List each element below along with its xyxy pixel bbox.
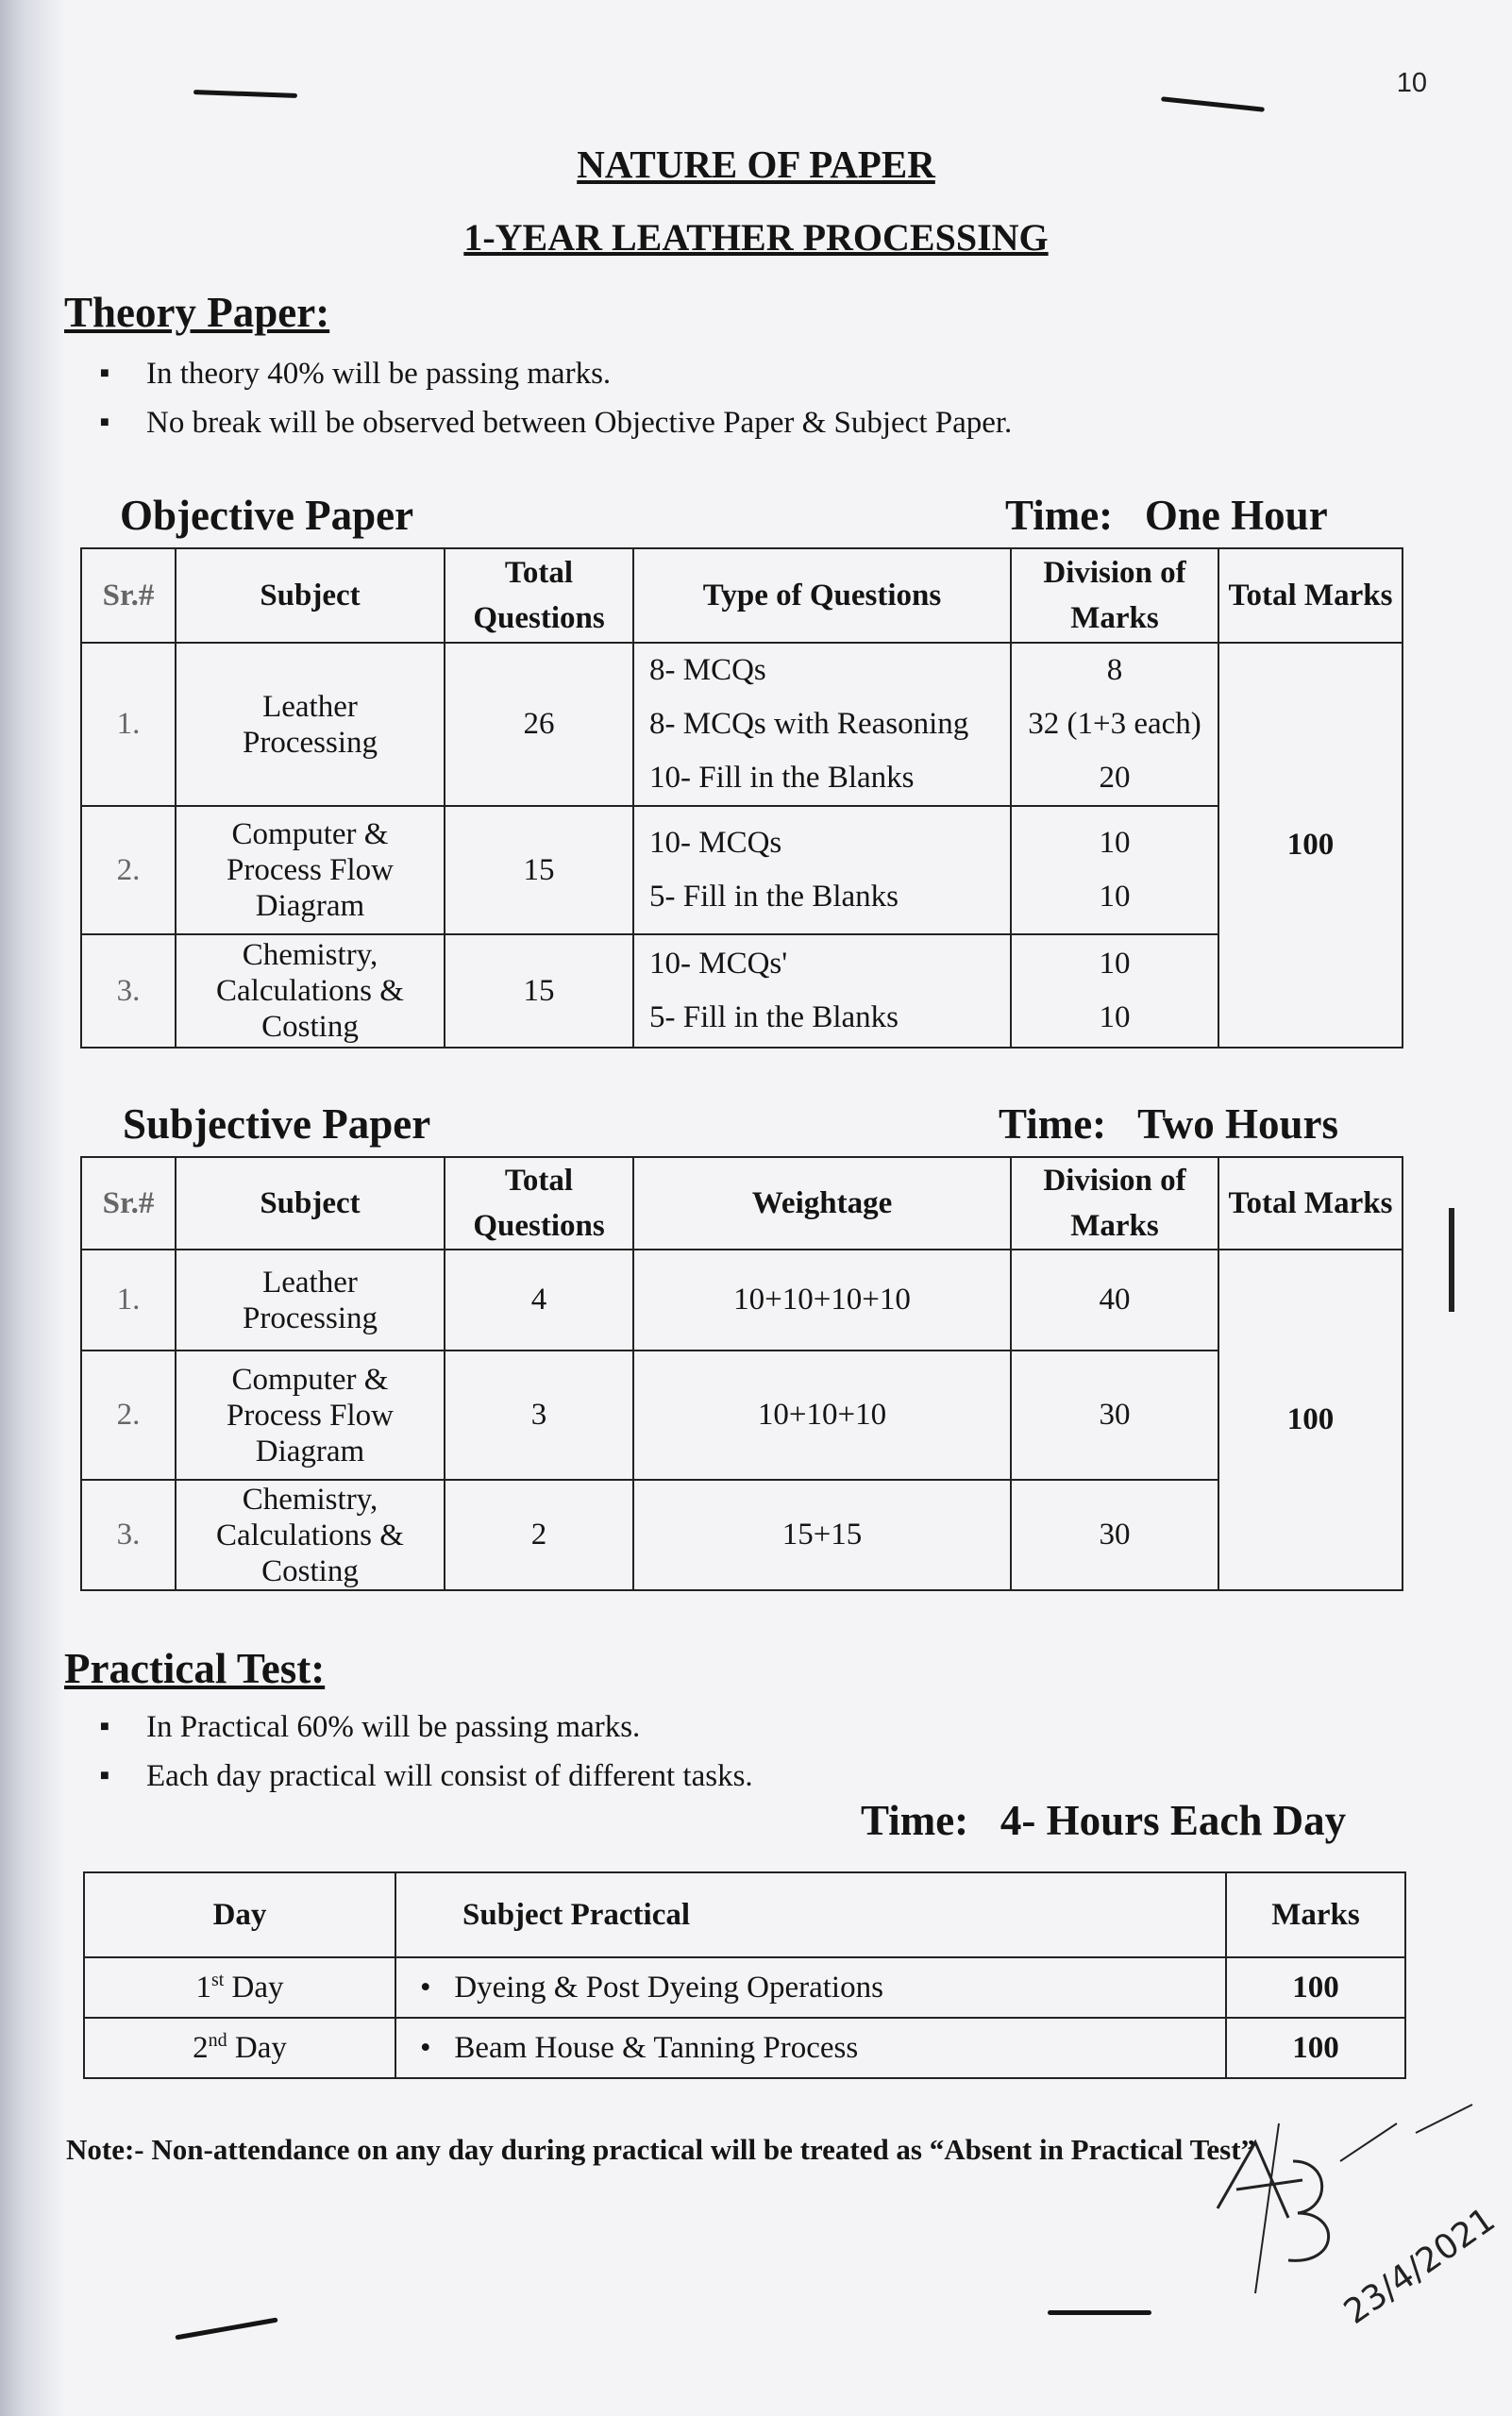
question-types-cell: 10- MCQs' 5- Fill in the Blanks bbox=[633, 934, 1011, 1048]
table-row bbox=[84, 1957, 1405, 2018]
division-marks-cell: 10 10 bbox=[1011, 806, 1218, 934]
theory-bullets bbox=[66, 349, 1012, 447]
objective-paper-heading: Objective Paper bbox=[120, 492, 414, 539]
division-marks-cell: 10 10 bbox=[1011, 934, 1218, 1048]
column-header: Weightage bbox=[633, 1157, 1011, 1250]
list-item: ■ Each day practical will consist of different tasks. bbox=[66, 1752, 753, 1801]
table-row bbox=[81, 643, 1403, 806]
subject-cell: Leather Processing bbox=[176, 1250, 445, 1351]
practical-test-heading: Practical Test: bbox=[64, 1645, 326, 1692]
sr-cell: 2. bbox=[81, 806, 176, 934]
practical-test-table bbox=[83, 1871, 1406, 2079]
column-header: Subject Practical bbox=[395, 1872, 1226, 1957]
subjective-time: Time: Two Hours bbox=[999, 1100, 1339, 1148]
binding-mark bbox=[1161, 96, 1265, 111]
table-row bbox=[81, 1351, 1403, 1480]
practical-note: Note:- Non-attendance on any day during practical will be treated as “Absent in Practical Test” bbox=[66, 2133, 1256, 2166]
subjective-paper-table bbox=[80, 1156, 1403, 1591]
column-header: Sr.# bbox=[81, 1157, 176, 1250]
title-nature-of-paper: NATURE OF PAPER bbox=[577, 143, 935, 186]
title-program: 1-YEAR LEATHER PROCESSING bbox=[463, 216, 1049, 259]
division-marks-cell: 30 bbox=[1011, 1351, 1218, 1480]
subject-cell: Leather Processing bbox=[176, 643, 445, 806]
questions-cell: 2 bbox=[445, 1480, 633, 1590]
list-item: ■ No break will be observed between Objective Paper & Subject Paper. bbox=[66, 398, 1012, 447]
sr-cell: 3. bbox=[81, 934, 176, 1048]
table-row bbox=[81, 934, 1403, 1048]
practical-time: Time: 4- Hours Each Day bbox=[861, 1797, 1347, 1844]
practical-bullets bbox=[66, 1703, 753, 1801]
table-header-row bbox=[84, 1872, 1405, 1957]
theory-paper-heading: Theory Paper: bbox=[64, 289, 330, 336]
table-row bbox=[84, 2018, 1405, 2078]
column-header: Total Marks bbox=[1218, 548, 1403, 643]
binding-mark bbox=[175, 2317, 277, 2340]
table-row bbox=[81, 806, 1403, 934]
question-types-cell: 8- MCQs 8- MCQs with Reasoning 10- Fill in the Blanks bbox=[633, 643, 1011, 806]
division-marks-cell: 8 32 (1+3 each) 20 bbox=[1011, 643, 1218, 806]
signature-date: 23/4/2021 bbox=[1336, 2200, 1503, 2332]
weightage-cell: 10+10+10 bbox=[633, 1351, 1011, 1480]
column-header: Day bbox=[84, 1872, 395, 1957]
column-header: Division of Marks bbox=[1011, 548, 1218, 643]
total-marks-cell: 100 bbox=[1218, 1250, 1403, 1590]
day-cell: 1st Day bbox=[84, 1957, 395, 2018]
table-header-row bbox=[81, 1157, 1403, 1250]
column-header: Total Questions bbox=[445, 1157, 633, 1250]
column-header: Subject bbox=[176, 1157, 445, 1250]
page-number: 10 bbox=[1396, 68, 1427, 98]
questions-cell: 26 bbox=[445, 643, 633, 806]
sr-cell: 2. bbox=[81, 1351, 176, 1480]
handwritten-signature bbox=[1199, 2105, 1503, 2332]
binding-mark bbox=[1048, 2310, 1151, 2315]
subject-cell: Chemistry, Calculations & Costing bbox=[176, 934, 445, 1048]
subject-cell: Computer & Process Flow Diagram bbox=[176, 1351, 445, 1480]
column-header: Total Marks bbox=[1218, 1157, 1403, 1250]
column-header: Subject bbox=[176, 548, 445, 643]
questions-cell: 15 bbox=[445, 806, 633, 934]
scan-edge-shadow bbox=[0, 0, 66, 2416]
day-cell: 2nd Day bbox=[84, 2018, 395, 2078]
binding-mark bbox=[193, 90, 297, 98]
table-header-row bbox=[81, 548, 1403, 643]
column-header: Sr.# bbox=[81, 548, 176, 643]
sr-cell: 3. bbox=[81, 1480, 176, 1590]
column-header: Type of Questions bbox=[633, 548, 1011, 643]
column-header: Total Questions bbox=[445, 548, 633, 643]
list-item: ■ In Practical 60% will be passing marks. bbox=[66, 1703, 753, 1752]
objective-time: Time: One Hour bbox=[1005, 492, 1328, 539]
questions-cell: 15 bbox=[445, 934, 633, 1048]
margin-mark bbox=[1449, 1208, 1454, 1312]
list-item: ■ In theory 40% will be passing marks. bbox=[66, 349, 1012, 398]
division-marks-cell: 30 bbox=[1011, 1480, 1218, 1590]
total-marks-cell: 100 bbox=[1218, 643, 1403, 1048]
question-types-cell: 10- MCQs 5- Fill in the Blanks bbox=[633, 806, 1011, 934]
marks-cell: 100 bbox=[1226, 2018, 1405, 2078]
table-row bbox=[81, 1250, 1403, 1351]
marks-cell: 100 bbox=[1226, 1957, 1405, 2018]
weightage-cell: 15+15 bbox=[633, 1480, 1011, 1590]
sr-cell: 1. bbox=[81, 1250, 176, 1351]
questions-cell: 3 bbox=[445, 1351, 633, 1480]
questions-cell: 4 bbox=[445, 1250, 633, 1351]
weightage-cell: 10+10+10+10 bbox=[633, 1250, 1011, 1351]
subject-cell: Computer & Process Flow Diagram bbox=[176, 806, 445, 934]
objective-paper-table bbox=[80, 547, 1403, 1049]
table-row bbox=[81, 1480, 1403, 1590]
subjective-paper-heading: Subjective Paper bbox=[123, 1100, 431, 1148]
column-header: Marks bbox=[1226, 1872, 1405, 1957]
subject-practical-cell: • Beam House & Tanning Process bbox=[395, 2018, 1226, 2078]
sr-cell: 1. bbox=[81, 643, 176, 806]
subject-practical-cell: • Dyeing & Post Dyeing Operations bbox=[395, 1957, 1226, 2018]
division-marks-cell: 40 bbox=[1011, 1250, 1218, 1351]
subject-cell: Chemistry, Calculations & Costing bbox=[176, 1480, 445, 1590]
column-header: Division of Marks bbox=[1011, 1157, 1218, 1250]
